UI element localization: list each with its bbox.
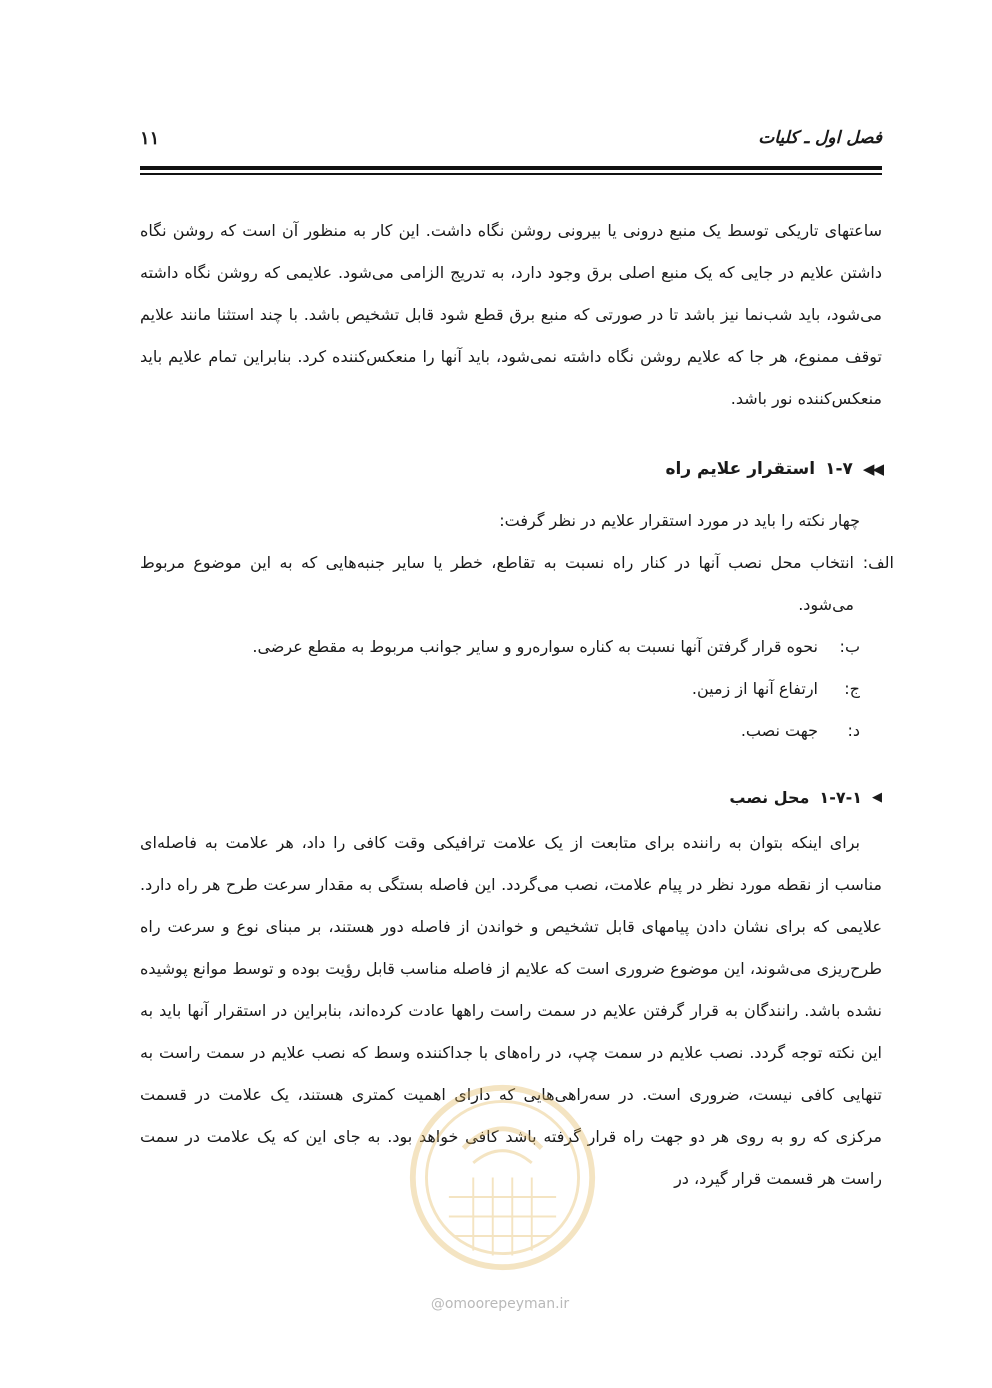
section-heading-7-1: [140, 778, 882, 818]
header-rule-thick: [140, 166, 882, 170]
chapter-title: فصل اول ـ کلیات: [758, 128, 882, 148]
watermark-text: @omoorepeyman.ir: [430, 1296, 570, 1312]
intro-paragraph: ساعتهای تاریکی توسط یک منبع درونی یا بیرونی روشن نگاه داشت. این کار به منظور آن است که روشن نگاه داشتن علایم در جایی که یک منبع اصلی برق وجود دارد، به تدریج الزامی می‌شود. علایمی که روشن نگاه داشته می‌شود، باید شب‌نما نیز باشد تا در صورتی که منبع برق قطع شود قابل تشخیص باشد. با چند استثنا مانند علایم توقف ممنوع، هر جا که علایم روشن نگاه داشته نمی‌شود، باید آنها را منعکس‌کننده کرد. بنابراین تمام علایم باید منعکس‌کننده نور باشد.: [140, 221, 882, 408]
list-item: [140, 542, 894, 626]
watermark-seal-icon: [405, 1080, 600, 1275]
list-item: [140, 668, 882, 710]
subsection-paragraph: برای اینکه بتوان به راننده برای متابعت از یک علامت ترافیکی وقت کافی را داد، هر علامت به فاصله‌ای مناسب از نقطه مورد نظر در پیام علامت، نصب می‌گردد. این فاصله بستگی به مقدار سرعت طرح هر راه دارد. علایمی که برای نشان دادن پیامهای قابل تشخیص و خواندن از فاصله دور هستند، بر مبنای نوع و سرعت راه طرح‌ریزی می‌شوند، این موضوع ضروری است که علایم از فاصله مناسب قابل رؤیت بوده و توسط موانع پوشیده نشده باشد. رانندگان به قرار گرفتن علایم در سمت راست راهها عادت کرده‌اند، بنابراین در استقرار آنها باید به این نکته توجه گردد. نصب علایم در سمت چپ، در راه‌های با جداکننده وسط که نصب علایم در سمت راست به تنهایی کافی نیست، ضروری است. در سه‌راهی‌هایی که دارای اهمیت کمتری هستند، یک علامت در قسمت مرکزی که رو به روی هر دو جهت راه قرار گرفته باشد کافی خواهد بود. به جای این که یک علامت در سمت راست هر قسمت قرار گیرد، در: [140, 833, 882, 1188]
section-heading-7: [140, 448, 882, 490]
subsection-number: ۱-۷-۱: [819, 788, 862, 807]
subsection-title: محل نصب: [729, 788, 810, 807]
list-item: [140, 710, 882, 752]
list-item-text: جهت نصب.: [740, 721, 818, 740]
page-number: ۱۱: [140, 128, 160, 149]
list-item-tag: ج:: [844, 679, 860, 698]
arrow-icon: ◀: [872, 790, 882, 805]
section-number: ۱-۷: [825, 459, 853, 479]
list-item-text: انتخاب محل نصب آنها در کنار راه نسبت به تقاطع، خطر یا سایر جنبه‌هایی که به این موضوع مربوط می‌شود.: [140, 553, 854, 614]
list-item-text: نحوه قرار گرفتن آنها نسبت به کناره سواره‌رو و سایر جوانب مربوط به مقطع عرضی.: [252, 637, 818, 656]
list-item-tag: ب:: [839, 637, 860, 656]
header-rule-thin: [140, 173, 882, 175]
list-item-text: ارتفاع آنها از زمین.: [691, 679, 818, 698]
double-arrow-icon: ◀◀: [862, 460, 882, 478]
list-item-tag: الف:: [862, 553, 894, 572]
section-intro: چهار نکته را باید در مورد استقرار علایم در نظر گرفت:: [499, 511, 860, 530]
list-item-tag: د:: [847, 721, 860, 740]
page-header: [140, 128, 882, 158]
section-title: استقرار علایم راه: [665, 459, 816, 479]
criteria-list: [140, 542, 894, 752]
page-content: [140, 210, 894, 1200]
list-item: [140, 626, 882, 668]
